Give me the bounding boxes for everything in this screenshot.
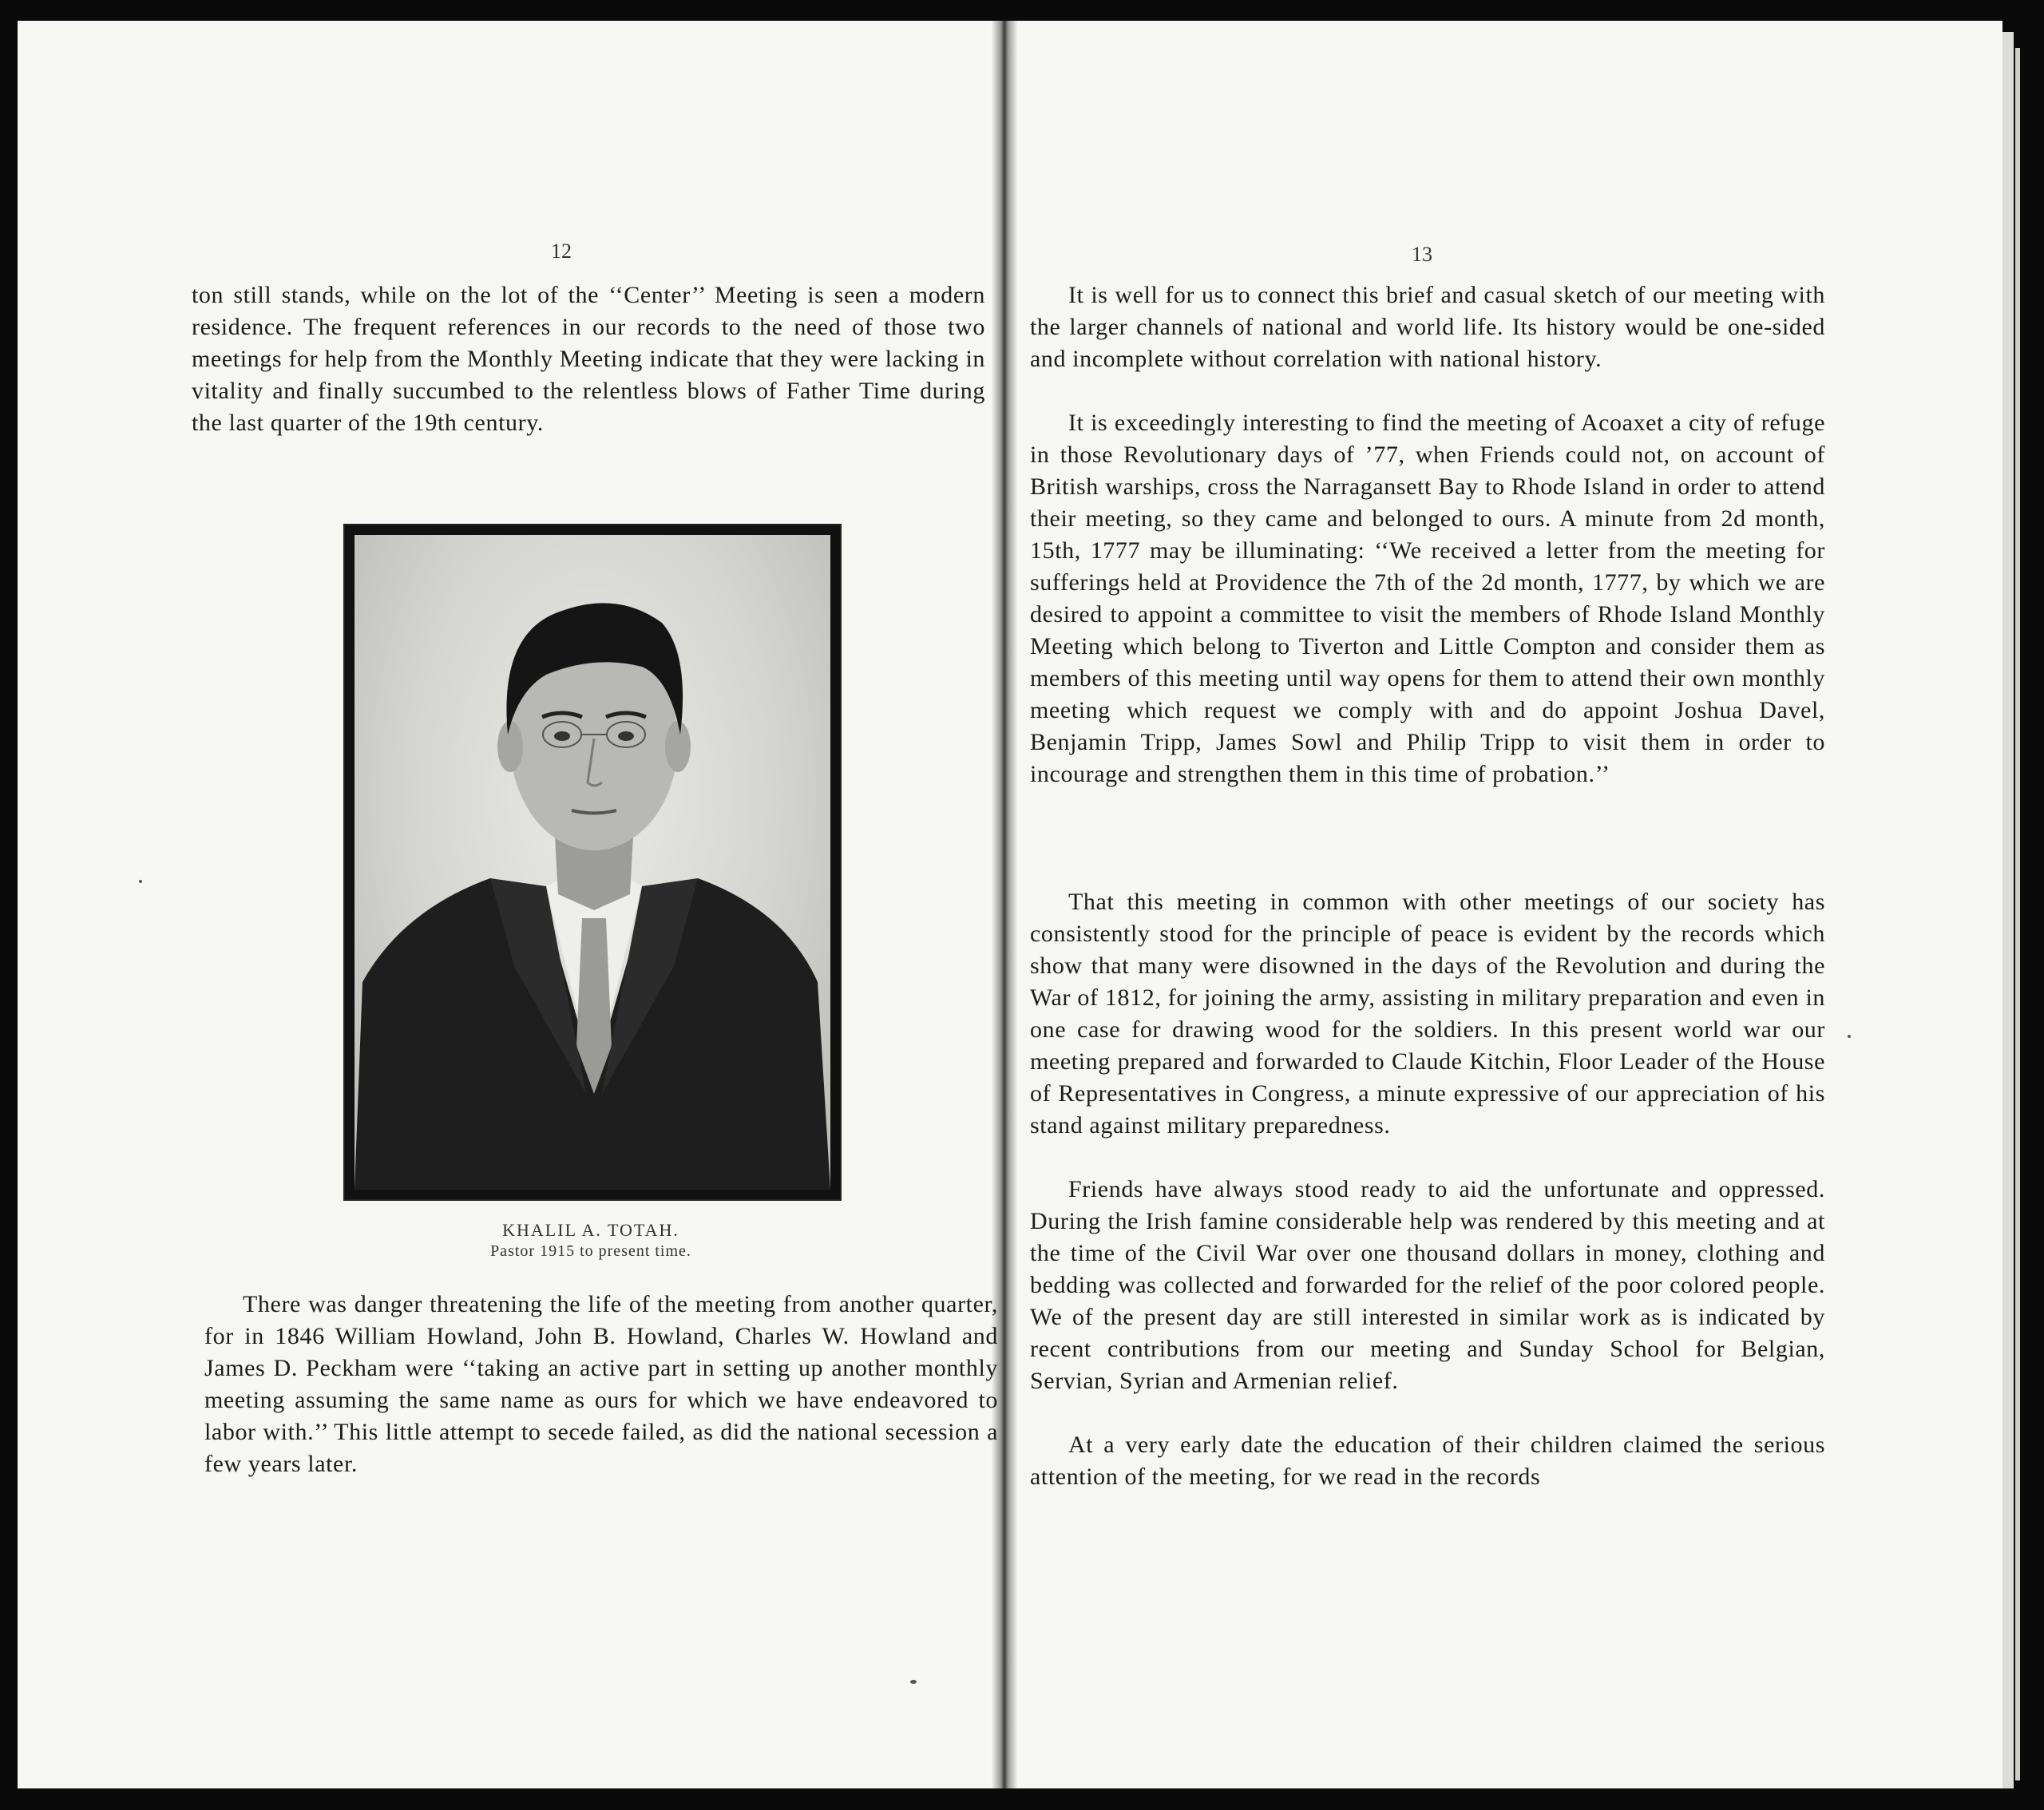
right-paragraph-4: Friends have always stood ready to aid the unfortunate and oppressed. During the Irish famine considerable help was rendered by this meeting and at the time of the Civil War over one thousand dollars in money, clothing and bedding was collected and forwarded for the relief of the poor colored people. We of the present day are still interested in similar work as is indicated by recent contributions from our meeting and Sunday School for Belgian, Servian, Syrian and Armenian relief. xyxy=(1030,1176,1825,1394)
page-edge xyxy=(2015,48,2020,1780)
portrait-figure xyxy=(355,535,830,1190)
right-paragraph-1: It is well for us to connect this brief and casual sketch of our meeting with the larger channels of national and world life. Its history would be one-sided and incomplete without correlation with national history. xyxy=(1030,282,1825,372)
scan-speck xyxy=(910,1680,917,1684)
right-paragraph-2: It is exceedingly interesting to find the meeting of Acoaxet a city of refuge in those Revolutionary days of ’77, when Friends could not, on account of British warships, cross the Narragansett Bay to Rhode Island in order to attend their meeting, so they came and belonged to ours. A minute from 2d month, 15th, 1777 may be illuminating: ‘‘We received a letter from the meeting for sufferings held at Providence the 7th of the 2d month, 1777, by which we are desired to appoint a committee to visit the members of Rhode Island Monthly Meeting which belong to Tiverton and Little Compton and consider them as members of this meeting until way opens for them to attend their own monthly meeting which request we comply with and do appoint Joshua Davel, Benjamin Tripp, James Sowl and Philip Tripp to visit them in order to incourage and strengthen them in this time of probation.’’ xyxy=(1030,410,1825,787)
photo-caption-role: Pastor 1915 to present time. xyxy=(490,1242,691,1260)
left-paragraph-1: ton still stands, while on the lot of the ‘‘Center’’ Meeting is seen a modern residence. The frequent references in our records to the need of those two meetings for help from the Monthly Meeting indicate that they were lacking in vitality and finally succumbed to the relentless blows of Father Time during the last quarter of the 19th century. xyxy=(192,282,985,436)
portrait-image xyxy=(355,535,830,1190)
right-paragraph-5: At a very early date the education of their children claimed the serious attention of the meeting, for we read in the records xyxy=(1030,1432,1825,1490)
scan-speck xyxy=(1848,1035,1851,1038)
page-edge xyxy=(2002,32,2014,1788)
page-number-left: 12 xyxy=(551,240,572,263)
left-paragraph-2: There was danger threatening the life of the meeting from another quarter, for in 1846 William Howland, John B. Howland, Charles W. Howland and James D. Peckham were ‘‘taking an active part in setting up another monthly meeting assuming the same name as ours for which we have endeavored to labor with.’’ This little attempt to secede failed, as did the national secession a few years later. xyxy=(204,1291,998,1477)
portrait-photo xyxy=(343,524,842,1201)
scan-speck xyxy=(139,880,142,883)
page-number-right: 13 xyxy=(1412,243,1432,266)
right-paragraph-3: That this meeting in common with other meetings of our society has consistently stood for the principle of peace is evident by the records which show that many were disowned in the days of the Revolution and during the War of 1812, for joining the army, assisting in military preparation and even in one case for drawing wood for the soldiers. In this present world war our meeting prepared and forwarded to Claude Kitchin, Floor Leader of the House of Representatives in Congress, a minute expressive of our appreciation of his stand against military preparedness. xyxy=(1030,889,1825,1139)
book-gutter xyxy=(992,21,1017,1788)
photo-caption-name: KHALIL A. TOTAH. xyxy=(502,1220,679,1240)
